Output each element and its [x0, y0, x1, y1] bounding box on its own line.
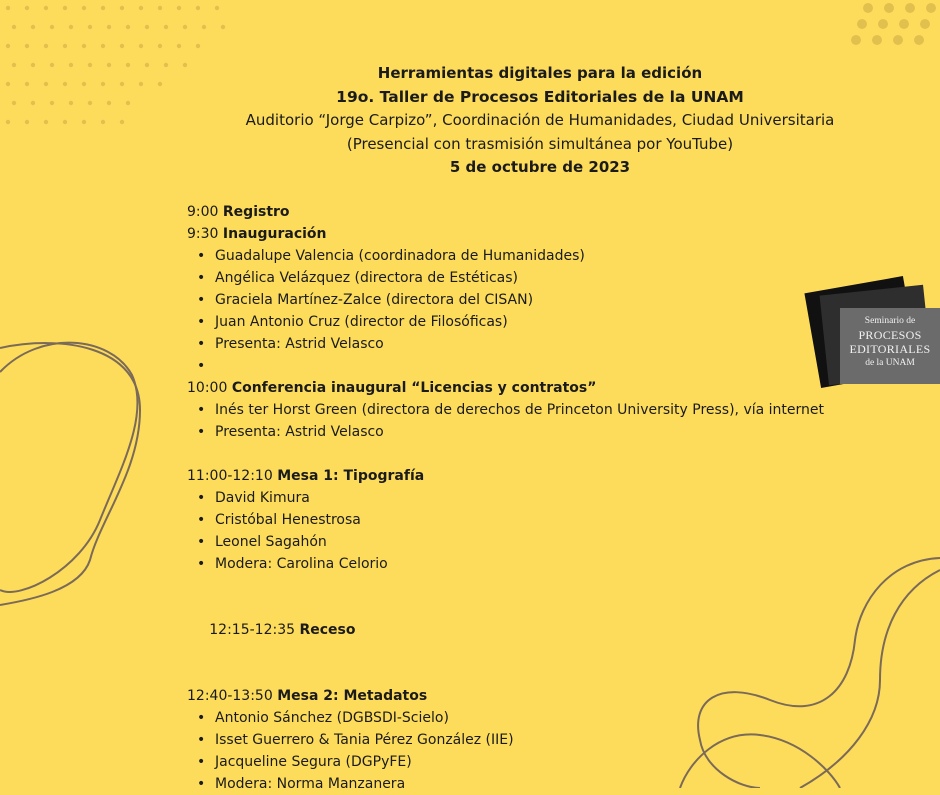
event-date: 5 de octubre de 2023	[449, 158, 631, 176]
session-mesa-2	[187, 685, 827, 707]
decorative-dot	[158, 44, 162, 48]
decorative-dot	[920, 19, 930, 29]
decorative-dot	[63, 6, 67, 10]
logo-line-2: PROCESOS	[858, 328, 922, 342]
decorative-dot	[101, 6, 105, 10]
decorative-dot	[899, 19, 909, 29]
session-time: 10:00	[187, 380, 228, 396]
speaker-list	[187, 245, 827, 377]
decorative-dot	[905, 3, 915, 13]
seminario-logo	[808, 274, 940, 384]
swirl-line-left-2	[0, 343, 140, 605]
event-subtitle: Herramientas digitales para la edición	[377, 64, 703, 82]
decorative-dot	[926, 3, 936, 13]
event-venue: Auditorio “Jorge Carpizo”, Coordinación de Humanidades, Ciudad Universitaria	[245, 111, 835, 129]
list-item: • Jacqueline Segura (DGPyFE)	[187, 751, 827, 773]
decorative-dot	[164, 25, 168, 29]
decorative-dot	[120, 44, 124, 48]
decorative-dot	[857, 19, 867, 29]
logo-line-3: EDITORIALES	[849, 342, 931, 356]
decorative-dot	[6, 44, 10, 48]
list-item: • Modera: Carolina Celorio	[187, 553, 827, 575]
list-item: • David Kimura	[187, 487, 827, 509]
event-header	[0, 62, 940, 180]
session-time: 12:15-12:35	[204, 622, 296, 638]
session-title: Inauguración	[222, 226, 327, 242]
decorative-dot	[12, 25, 16, 29]
session-time: 9:30	[187, 226, 219, 242]
list-item: • Modera: Norma Manzanera	[187, 773, 827, 795]
decorative-dot	[893, 35, 903, 45]
decorative-dot	[863, 3, 873, 13]
dot-pattern-top-right	[851, 3, 936, 45]
list-item: • Graciela Martínez-Zalce (directora del CISAN)	[187, 289, 827, 311]
session-title: Mesa 1: Tipografía	[277, 468, 425, 484]
event-broadcast-note: (Presencial con trasmisión simultánea por YouTube)	[346, 134, 734, 153]
list-item: • Angélica Velázquez (directora de Estéticas)	[187, 267, 827, 289]
program-schedule	[187, 201, 827, 795]
decorative-dot	[120, 6, 124, 10]
decorative-dot	[183, 25, 187, 29]
decorative-dot	[107, 25, 111, 29]
list-item: • Juan Antonio Cruz (director de Filosóficas)	[187, 311, 827, 333]
session-title: Registro	[222, 204, 290, 220]
decorative-dot	[139, 6, 143, 10]
session-conferencia	[187, 377, 827, 399]
decorative-dot	[851, 35, 861, 45]
logo-line-4: de la UNAM	[865, 358, 915, 368]
decorative-dot	[69, 25, 73, 29]
list-item: • Cristóbal Henestrosa	[187, 509, 827, 531]
decorative-dot	[177, 44, 181, 48]
speaker-list	[187, 399, 827, 443]
decorative-dot	[82, 6, 86, 10]
session-receso	[187, 597, 827, 663]
session-time: 9:00	[187, 204, 219, 220]
list-item: • Leonel Sagahón	[187, 531, 827, 553]
speaker-list	[187, 707, 827, 795]
session-time: 11:00-12:10	[187, 468, 273, 484]
decorative-dot	[221, 25, 225, 29]
session-title: Mesa 2: Metadatos	[277, 688, 428, 704]
list-item: • Presenta: Astrid Velasco	[187, 421, 827, 443]
decorative-dot	[139, 44, 143, 48]
decorative-dot	[872, 35, 882, 45]
decorative-dot	[25, 6, 29, 10]
decorative-dot	[63, 44, 67, 48]
decorative-dot	[878, 19, 888, 29]
list-item: • Presenta: Astrid Velasco	[187, 333, 827, 355]
decorative-dot	[44, 6, 48, 10]
list-item: • Antonio Sánchez (DGBSDI-Scielo)	[187, 707, 827, 729]
decorative-dot	[31, 25, 35, 29]
session-time: 12:40-13:50	[187, 688, 273, 704]
decorative-dot	[101, 44, 105, 48]
decorative-dot	[158, 6, 162, 10]
list-item: • Guadalupe Valencia (coordinadora de Humanidades)	[187, 245, 827, 267]
decorative-dot	[50, 25, 54, 29]
session-registro	[187, 201, 827, 223]
session-title: Conferencia inaugural “Licencias y contratos”	[231, 380, 597, 396]
logo-text	[840, 314, 940, 370]
decorative-dot	[82, 44, 86, 48]
decorative-dot	[6, 6, 10, 10]
decorative-dot	[145, 25, 149, 29]
decorative-dot	[88, 25, 92, 29]
session-inauguracion	[187, 223, 827, 245]
list-item-empty	[187, 355, 827, 377]
decorative-dot	[914, 35, 924, 45]
decorative-dot	[25, 44, 29, 48]
session-mesa-1	[187, 465, 827, 487]
decorative-dot	[196, 6, 200, 10]
decorative-dot	[202, 25, 206, 29]
decorative-dot	[215, 6, 219, 10]
swirl-line-left	[0, 343, 138, 592]
decorative-dot	[884, 3, 894, 13]
speaker-list	[187, 487, 827, 575]
list-item: • Inés ter Horst Green (directora de derechos de Princeton University Press), vía internet	[187, 399, 827, 421]
list-item: • Isset Guerrero & Tania Pérez González (IIE)	[187, 729, 827, 751]
decorative-dot	[177, 6, 181, 10]
decorative-dot	[44, 44, 48, 48]
session-title: Receso	[299, 622, 356, 638]
event-title: 19o. Taller de Procesos Editoriales de la UNAM	[336, 87, 744, 106]
logo-line-1: Seminario de	[864, 316, 916, 326]
decorative-dot	[126, 25, 130, 29]
decorative-dot	[196, 44, 200, 48]
